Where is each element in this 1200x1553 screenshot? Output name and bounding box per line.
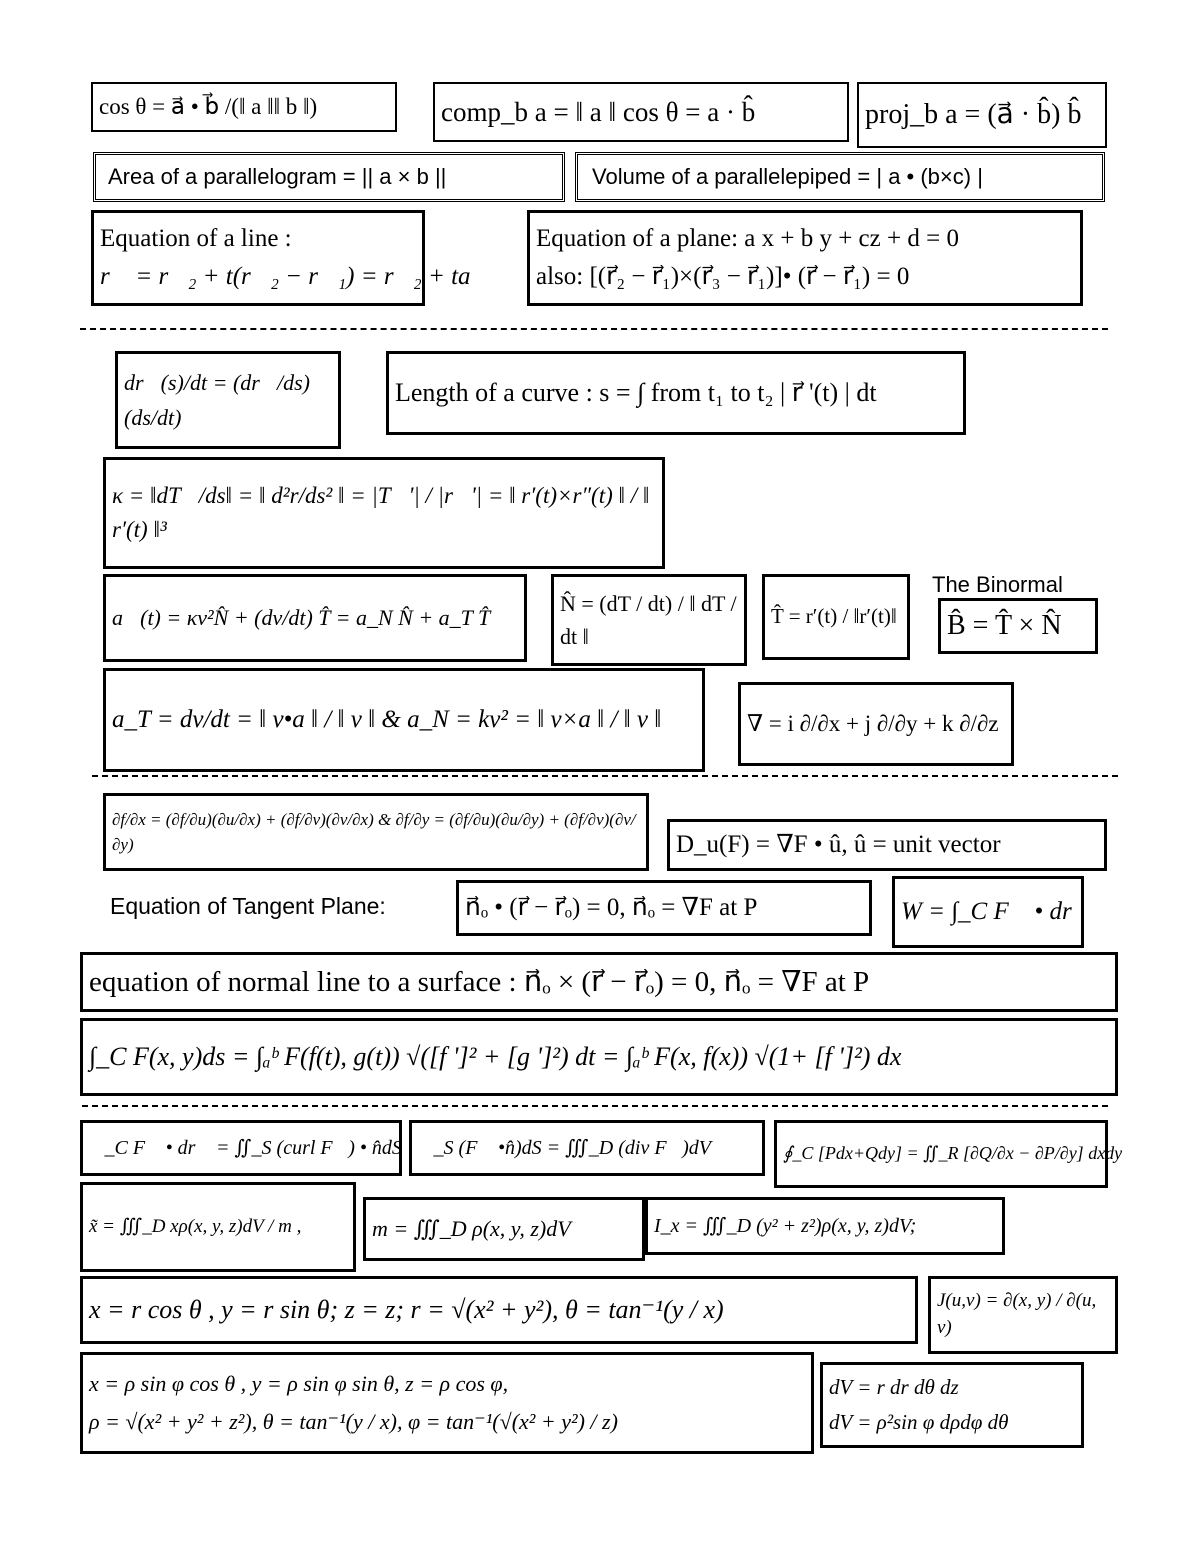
greens-theorem-formula: ∮_C [Pdx+Qdy] = ∬_R [∂Q/∂x − ∂P/∂y] dxdy [783,1143,1123,1164]
parallelogram-area-formula: Area of a parallelogram = || a × b || [108,163,447,189]
plane-equation-box [527,210,1083,306]
chain-rule-partials-box [103,793,649,871]
divergence-theorem-box [409,1120,765,1176]
unit-tangent-formula: T̂ = r′(t) / ‖r′(t)‖ [771,604,897,629]
tangent-plane-box [456,880,872,936]
gradient-operator-box [738,682,1014,766]
stokes-theorem-box [80,1120,402,1176]
scalar-projection-formula-box [433,82,849,142]
greens-theorem-box [774,1120,1123,1188]
spherical-coordinates-box [80,1352,814,1454]
section-divider-1 [80,328,1108,330]
acceleration-box [103,574,527,662]
chain-rule-formula: dr⃗(s)/dt = (dr⃗/ds)(ds/dt) [124,369,310,430]
unit-normal-box [551,574,747,666]
binormal-label: The Binormal [932,572,1063,597]
section-divider-3 [82,1105,1108,1107]
jacobian-formula: J(u,v) = ∂(x, y) / ∂(u, v) [937,1290,1097,1338]
cylindrical-volume-element: dV = r dr dθ dz [829,1374,959,1399]
parallelogram-area-box [93,152,565,202]
normal-line-box [80,952,1118,1012]
parallelepiped-volume-formula: Volume of a parallelepiped = | a • (b×c) | [592,163,983,189]
acceleration-formula: a⃗(t) = κv²N̂ + (dv/dt) T̂ = a_N N̂ + a_T T̂ [112,604,491,630]
binormal-formula: B̂ = T̂ × N̂ [947,610,1062,642]
stokes-theorem-formula: ∮_C F⃗ • dr⃗ = ∬_S (curl F⃗) • n̂dS [89,1137,402,1159]
plane-equation-formula: Equation of a plane: a x + b y + cz + d = 0 [536,225,959,252]
line-equation-title: Equation of a line : [100,225,292,252]
centroid-box [80,1182,356,1272]
parallelepiped-volume-box [575,152,1105,202]
unit-normal-formula: N̂ = (dT / dt) / ‖ dT / dt ‖ [560,591,737,649]
line-equation-formula: r⃗ = r⃗₂ + t(r⃗₂ − r⃗₁) = r⃗₂ + ta⃗ [100,263,490,290]
chain-rule-box [115,351,341,449]
cos-theta-formula-box [91,82,397,132]
directional-derivative-box [667,819,1107,871]
line-integral-box [80,1018,1118,1096]
vector-projection-formula-box [857,82,1107,148]
vector-projection-formula: proj_b a = (a⃗ · b̂) b̂ [865,99,1082,131]
tangential-normal-acceleration-box [103,668,705,772]
line-equation-box [91,210,490,306]
work-integral-formula: W = ∫_C F⃗ • dr⃗ [901,898,1092,925]
work-integral-box [892,876,1092,948]
cylindrical-coordinates-box [80,1276,918,1344]
divergence-theorem-formula: ∯_S (F⃗ •n̂)dS = ∭_D (div F⃗)dV [418,1137,711,1159]
chain-rule-partials-formula: ∂f/∂x = (∂f/∂u)(∂u/∂x) + (∂f/∂v)(∂v/∂x) & ∂f/∂y = (∂f/∂u)(∂u/∂y) + (∂f/∂v)(∂v/∂y) [112,809,636,854]
scalar-projection-formula: comp_b a = ‖ a ‖ cos θ = a · b̂ [441,96,756,127]
curvature-formula: κ = ‖dT⃗/ds‖ = ‖ d²r/ds² ‖ = |T⃗'| / |r⃗'| = ‖ r′(t)×r″(t) ‖ / ‖ r′(t) ‖³ [112,482,650,542]
tangent-plane-formula: n⃗ₒ • (r⃗ − r⃗ₒ) = 0, n⃗ₒ = ∇F at P [465,894,758,921]
directional-derivative-formula: D_u(F) = ∇F • û, û = unit vector [676,831,1001,858]
mass-integral-formula: m = ∭_D ρ(x, y, z)dV [372,1215,571,1241]
jacobian-box [928,1276,1118,1354]
moment-of-inertia-box [645,1197,1005,1255]
curvature-box [103,457,665,569]
plane-equation-alt-formula: also: [(r⃗₂ − r⃗₁)×(r⃗₃ − r⃗₁)]• (r⃗ − r⃗₁) = 0 [536,263,910,290]
gradient-operator-formula: ∇ = i ∂/∂x + j ∂/∂y + k ∂/∂z [747,711,999,737]
cos-theta-formula: cos θ = a⃗ • b⃗ /(‖ a ‖‖ b ‖) [99,94,318,120]
cylindrical-coordinates-formula: x = r cos θ , y = r sin θ; z = z; r = √(x² + y²), θ = tan⁻¹(y / x) [89,1295,724,1325]
mass-integral-box [363,1197,645,1261]
section-divider-2 [92,775,1118,777]
centroid-formula: x̃ = ∭_D xρ(x, y, z)dV / m , [89,1215,302,1237]
unit-tangent-box [762,574,910,660]
arc-length-box [386,351,966,435]
line-integral-formula: ∫_C F(x, y)ds = ∫ₐᵇ F(f(t), g(t)) √([f ']² + [g ']²) dt = ∫ₐᵇ F(x, f(x)) √(1+ [f ']²) dx [89,1042,902,1072]
tangential-normal-acceleration-formula: a_T = dv/dt = ‖ v•a ‖ / ‖ v ‖ & a_N = kv² = ‖ v×a ‖ / ‖ v ‖ [112,706,662,734]
arc-length-formula: Length of a curve : s = ∫ from t₁ to t₂ | r⃗ '(t) | dt [395,378,877,408]
binormal-box [938,598,1098,654]
normal-line-formula: equation of normal line to a surface : n⃗ₒ × (r⃗ − r⃗ₒ) = 0, n⃗ₒ = ∇F at P [89,965,870,998]
moment-of-inertia-formula: I_x = ∭_D (y² + z²)ρ(x, y, z)dV; [654,1215,917,1237]
spherical-volume-element: dV = ρ²sin φ dρdφ dθ [829,1410,1009,1434]
volume-element-box [820,1362,1084,1448]
tangent-plane-label: Equation of Tangent Plane: [110,893,386,919]
spherical-coordinates-line-1: x = ρ sin φ cos θ , y = ρ sin φ sin θ, z = ρ cos φ, [89,1370,509,1396]
spherical-coordinates-line-2: ρ = √(x² + y² + z²), θ = tan⁻¹(y / x), φ = tan⁻¹(√(x² + y²) / z) [89,1409,618,1434]
